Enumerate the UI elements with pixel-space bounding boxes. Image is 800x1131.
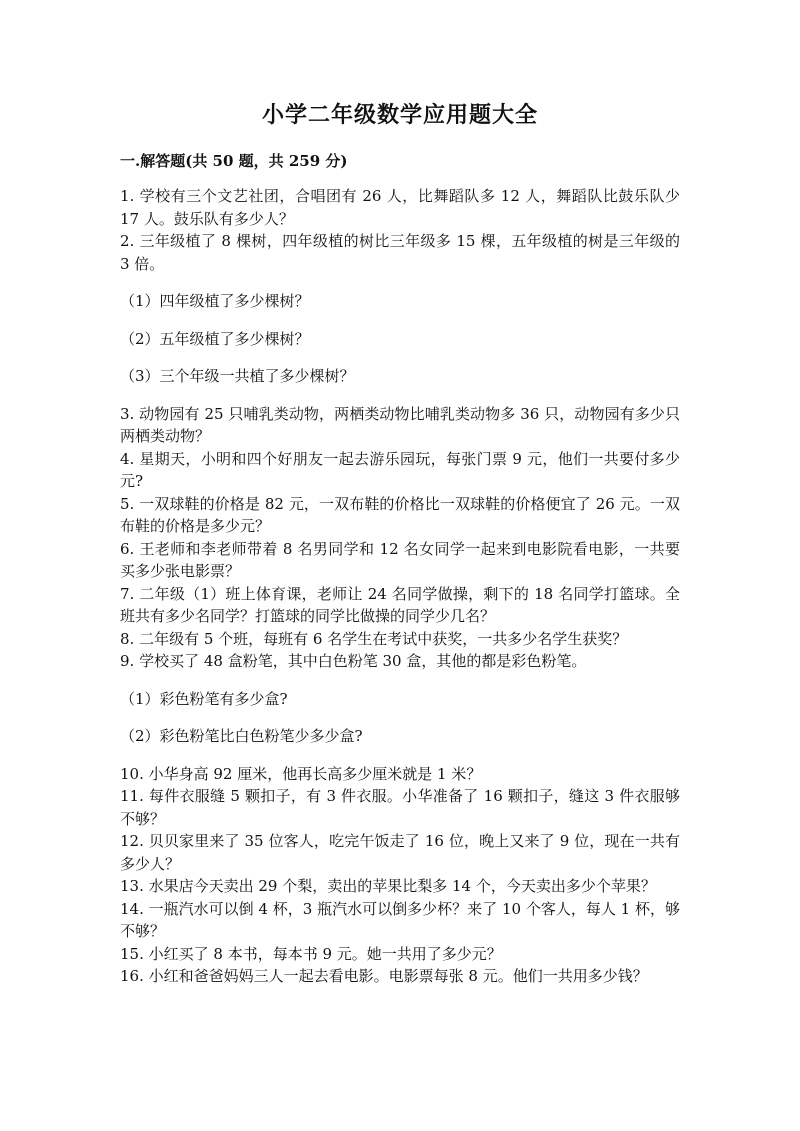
question-15: 15. 小红买了 8 本书，每本书 9 元。她一共用了多少元？ [120, 944, 502, 963]
question-2-sub-3: （3）三个年级一共植了多少棵树？ [120, 367, 355, 385]
question-2: 2. 三年级植了 8 棵树，四年级植的树比三年级多 15 棵，五年级植的树是三年级的 3 倍。 [120, 232, 680, 273]
question-9-sub-1: （1）彩色粉笔有多少盒? [120, 689, 288, 708]
question-6: 6. 王老师和李老师带着 8 名男同学和 12 名女同学一起来到电影院看电影，一共要买多少张电影票？ [120, 539, 680, 580]
question-9: 9. 学校买了 48 盒粉笔，其中白色粉笔 30 盒，其他的都是彩色粉笔。 [120, 652, 587, 670]
question-2-sub-1: （1）四年级植了多少棵树？ [120, 292, 310, 310]
question-12: 12. 贝贝家里来了 35 位客人，吃完午饭走了 16 位，晚上又来了 9 位，现在一共有多少人？ [120, 832, 680, 873]
question-16: 16. 小红和爸爸妈妈三人一起去看电影。电影票每张 8 元。他们一共用多少钱？ [120, 967, 648, 985]
question-4: 4. 星期天，小明和四个好朋友一起去游乐园玩，每张门票 9 元，他们一共要付多少元? [120, 449, 680, 490]
question-8: 8. 二年级有 5 个班，每班有 6 名学生在考试中获奖，一共多少名学生获奖？ [120, 629, 628, 648]
question-9-sub-2: （2）彩色粉笔比白色粉笔少多少盒? [120, 727, 363, 745]
question-11: 11. 每件衣服缝 5 颗扣子，有 3 件衣服。小华准备了 16 颗扣子，缝这 3 件衣服够不够？ [120, 787, 680, 828]
question-3: 3. 动物园有 25 只哺乳类动物，两栖类动物比哺乳类动物多 36 只，动物园有多少只两栖类动物？ [120, 404, 680, 445]
question-1: 1. 学校有三个文艺社团，合唱团有 26 人，比舞蹈队多 12 人，舞蹈队比鼓乐队少 17 人。鼓乐队有多少人？ [120, 187, 680, 228]
question-2-sub-2: （2）五年级植了多少棵树？ [120, 329, 310, 348]
question-5: 5. 一双球鞋的价格是 82 元，一双布鞋的价格比一双球鞋的价格便宜了 26 元。一双布鞋的价格是多少元？ [120, 494, 680, 535]
question-10: 10. 小华身高 92 厘米，他再长高多少厘米就是 1 米？ [120, 764, 482, 783]
page-title: 小学二年级数学应用题大全 [261, 102, 538, 128]
question-13: 13. 水果店今天卖出 29 个梨，卖出的苹果比梨多 14 个，今天卖出多少个苹果？ [120, 877, 656, 895]
section-heading: 一.解答题(共 50 题，共 259 分) [120, 152, 348, 170]
question-14: 14. 一瓶汽水可以倒 4 杯，3 瓶汽水可以倒多少杯？来了 10 个客人，每人 1 杯，够不够？ [120, 899, 680, 940]
question-7: 7. 二年级（1）班上体育课，老师让 24 名同学做操，剩下的 18 名同学打篮球。全班共有多少名同学？打篮球的同学比做操的同学少几名？ [120, 584, 680, 625]
question-list [120, 185, 680, 988]
